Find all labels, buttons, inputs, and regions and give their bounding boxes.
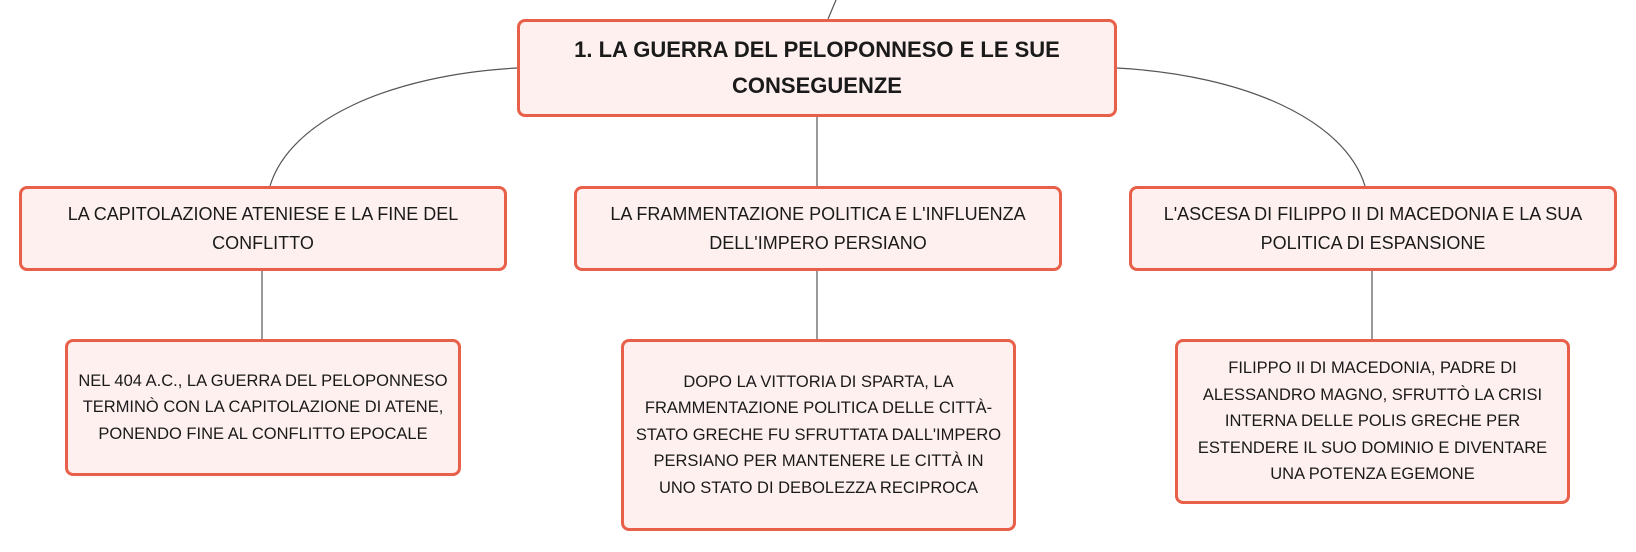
branch-topic-label: L'ASCESA DI FILIPPO II DI MACEDONIA E LA SUA POLITICA DI ESPANSIONE (1163, 203, 1583, 253)
connector-root-branch-3 (1117, 68, 1365, 186)
branch-topic-capitolazione[interactable] (19, 186, 507, 271)
root-topic[interactable] (517, 19, 1117, 117)
branch-topic-label: LA FRAMMENTAZIONE POLITICA E L'INFLUENZA DELL'IMPERO PERSIANO (610, 203, 1026, 253)
leaf-topic-filippo[interactable] (1175, 339, 1570, 504)
leaf-topic-text: DOPO LA VITTORIA DI SPARTA, LA FRAMMENTAZIONE POLITICA DELLE CITTÀ-STATO GRECHE FU SFRUTTATA DALL'IMPERO PERSIANO PER MANTENERE LE CITTÀ IN UNO STATO DI DEBOLEZZA RECIPROCA (635, 372, 1002, 497)
branch-topic-filippo[interactable] (1129, 186, 1617, 271)
leaf-topic-capitolazione[interactable] (65, 339, 461, 476)
branch-topic-frammentazione[interactable] (574, 186, 1062, 271)
connector-root-branch-1 (270, 68, 517, 186)
leaf-topic-text: FILIPPO II DI MACEDONIA, PADRE DI ALESSANDRO MAGNO, SFRUTTÒ LA CRISI INTERNA DELLE POLIS GRECHE PER ESTENDERE IL SUO DOMINIO E DIVENTARE UNA POTENZA EGEMONE (1197, 359, 1548, 484)
connector-parent-root (828, 0, 836, 19)
root-topic-label: 1. LA GUERRA DEL PELOPONNESO E LE SUE CONSEGUENZE (574, 37, 1060, 98)
leaf-topic-frammentazione[interactable] (621, 339, 1016, 531)
branch-topic-label: LA CAPITOLAZIONE ATENIESE E LA FINE DEL CONFLITTO (67, 203, 459, 253)
leaf-topic-text: NEL 404 A.C., LA GUERRA DEL PELOPONNESO TERMINÒ CON LA CAPITOLAZIONE DI ATENE, PONENDO FINE AL CONFLITTO EPOCALE (78, 371, 448, 443)
